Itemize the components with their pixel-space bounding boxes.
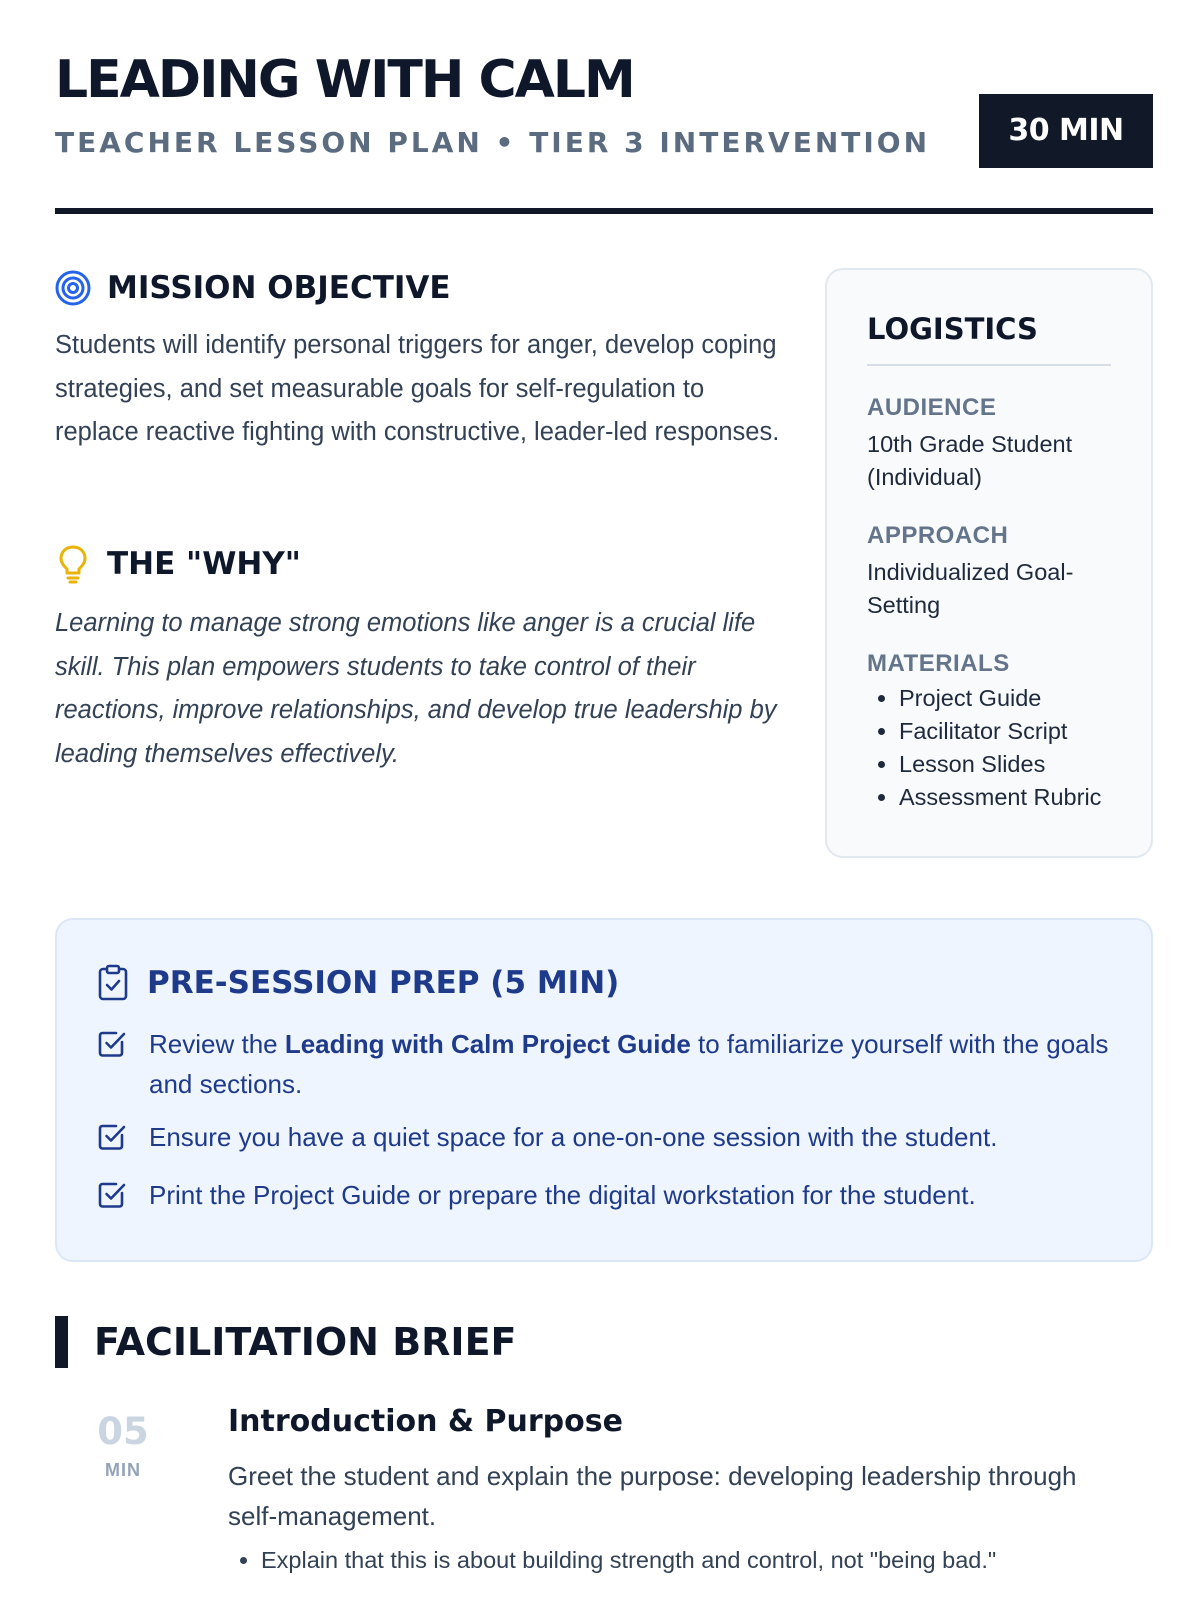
objective-heading — [55, 270, 785, 306]
checkbox-checked-icon — [97, 1028, 129, 1069]
audience-value: 10th Grade Student (Individual) — [867, 431, 1073, 490]
step-description: Greet the student and explain the purpose: developing leadership through self-management. — [228, 1461, 1077, 1531]
checklist-item-text: Ensure you have a quiet space for a one-on-one session with the student. — [149, 1122, 998, 1152]
checklist-item — [97, 1024, 1111, 1104]
lesson-plan-page — [55, 0, 1153, 1573]
checklist-text-prefix: Review the — [149, 1029, 285, 1059]
step-bullets — [228, 1542, 1128, 1578]
prep-checklist — [97, 1024, 1111, 1220]
objective-section — [55, 270, 785, 455]
checklist-item — [97, 1175, 1111, 1220]
checklist-item — [97, 1117, 1111, 1162]
objective-text: Students will identify personal triggers for anger, develop coping strategies, and set measurable goals for self-regulation to replace reactive fighting with constructive, leader-led responses. — [55, 331, 780, 446]
materials-label: MATERIALS — [867, 650, 1010, 677]
pre-session-prep — [55, 918, 1153, 1262]
target-icon — [55, 270, 91, 306]
checklist-item-text — [149, 1024, 1111, 1104]
approach-value: Individualized Goal-Setting — [867, 559, 1074, 618]
heading-accent-bar — [55, 1316, 68, 1368]
project-guide-emphasis: Leading with Calm Project Guide — [284, 1029, 691, 1059]
why-heading-label: THE "WHY" — [107, 546, 301, 582]
approach-label: APPROACH — [867, 522, 1009, 549]
list-item: • Project Guide — [899, 682, 1111, 715]
list-item: • Assessment Rubric — [899, 781, 1111, 814]
step-title: Introduction & Purpose — [228, 1404, 623, 1439]
audience-label: AUDIENCE — [867, 394, 997, 421]
why-text: Learning to manage strong emotions like anger is a crucial life skill. This plan empowers students to take control of their reactions, improve relationships, and develop true leadership by leading themselves effectively. — [55, 609, 777, 768]
lightbulb-icon — [55, 544, 91, 584]
logistics-title: LOGISTICS — [867, 312, 1111, 366]
step-minutes: 05 — [97, 1410, 149, 1453]
prep-heading — [97, 964, 1111, 1002]
audience-item — [867, 394, 1111, 494]
facilitation-heading — [55, 1316, 517, 1368]
materials-list — [867, 682, 1111, 814]
facilitation-heading-label: FACILITATION BRIEF — [94, 1320, 517, 1364]
approach-item — [867, 522, 1111, 622]
logistics-card — [825, 268, 1153, 858]
intro-section — [55, 214, 1153, 854]
checklist-item-text: Print the Project Guide or prepare the digital workstation for the student. — [149, 1180, 976, 1210]
checklist-text-suffix: to familiarize yourself with the goals and sections. — [149, 1029, 1109, 1099]
step-body — [228, 1400, 1128, 1578]
why-section — [55, 544, 785, 776]
checkbox-checked-icon — [97, 1179, 129, 1220]
prep-heading-label: PRE-SESSION PREP (5 MIN) — [147, 965, 620, 1001]
list-item: • Explain that this is about building strength and control, not "being bad." — [261, 1542, 1128, 1578]
clipboard-check-icon — [97, 964, 129, 1002]
list-item: • Lesson Slides — [899, 748, 1111, 781]
materials-item — [867, 650, 1111, 814]
checkbox-checked-icon — [97, 1121, 129, 1162]
step-duration — [95, 1412, 151, 1481]
header — [55, 0, 1153, 214]
duration-badge: 30 MIN — [979, 94, 1153, 168]
page-title: LEADING WITH CALM — [55, 50, 634, 110]
objective-heading-label: MISSION OBJECTIVE — [107, 270, 451, 306]
step-minutes-unit: MIN — [105, 1460, 141, 1480]
page-subtitle: TEACHER LESSON PLAN • TIER 3 INTERVENTION — [55, 126, 931, 159]
list-item: • Facilitator Script — [899, 715, 1111, 748]
why-heading — [55, 544, 785, 584]
